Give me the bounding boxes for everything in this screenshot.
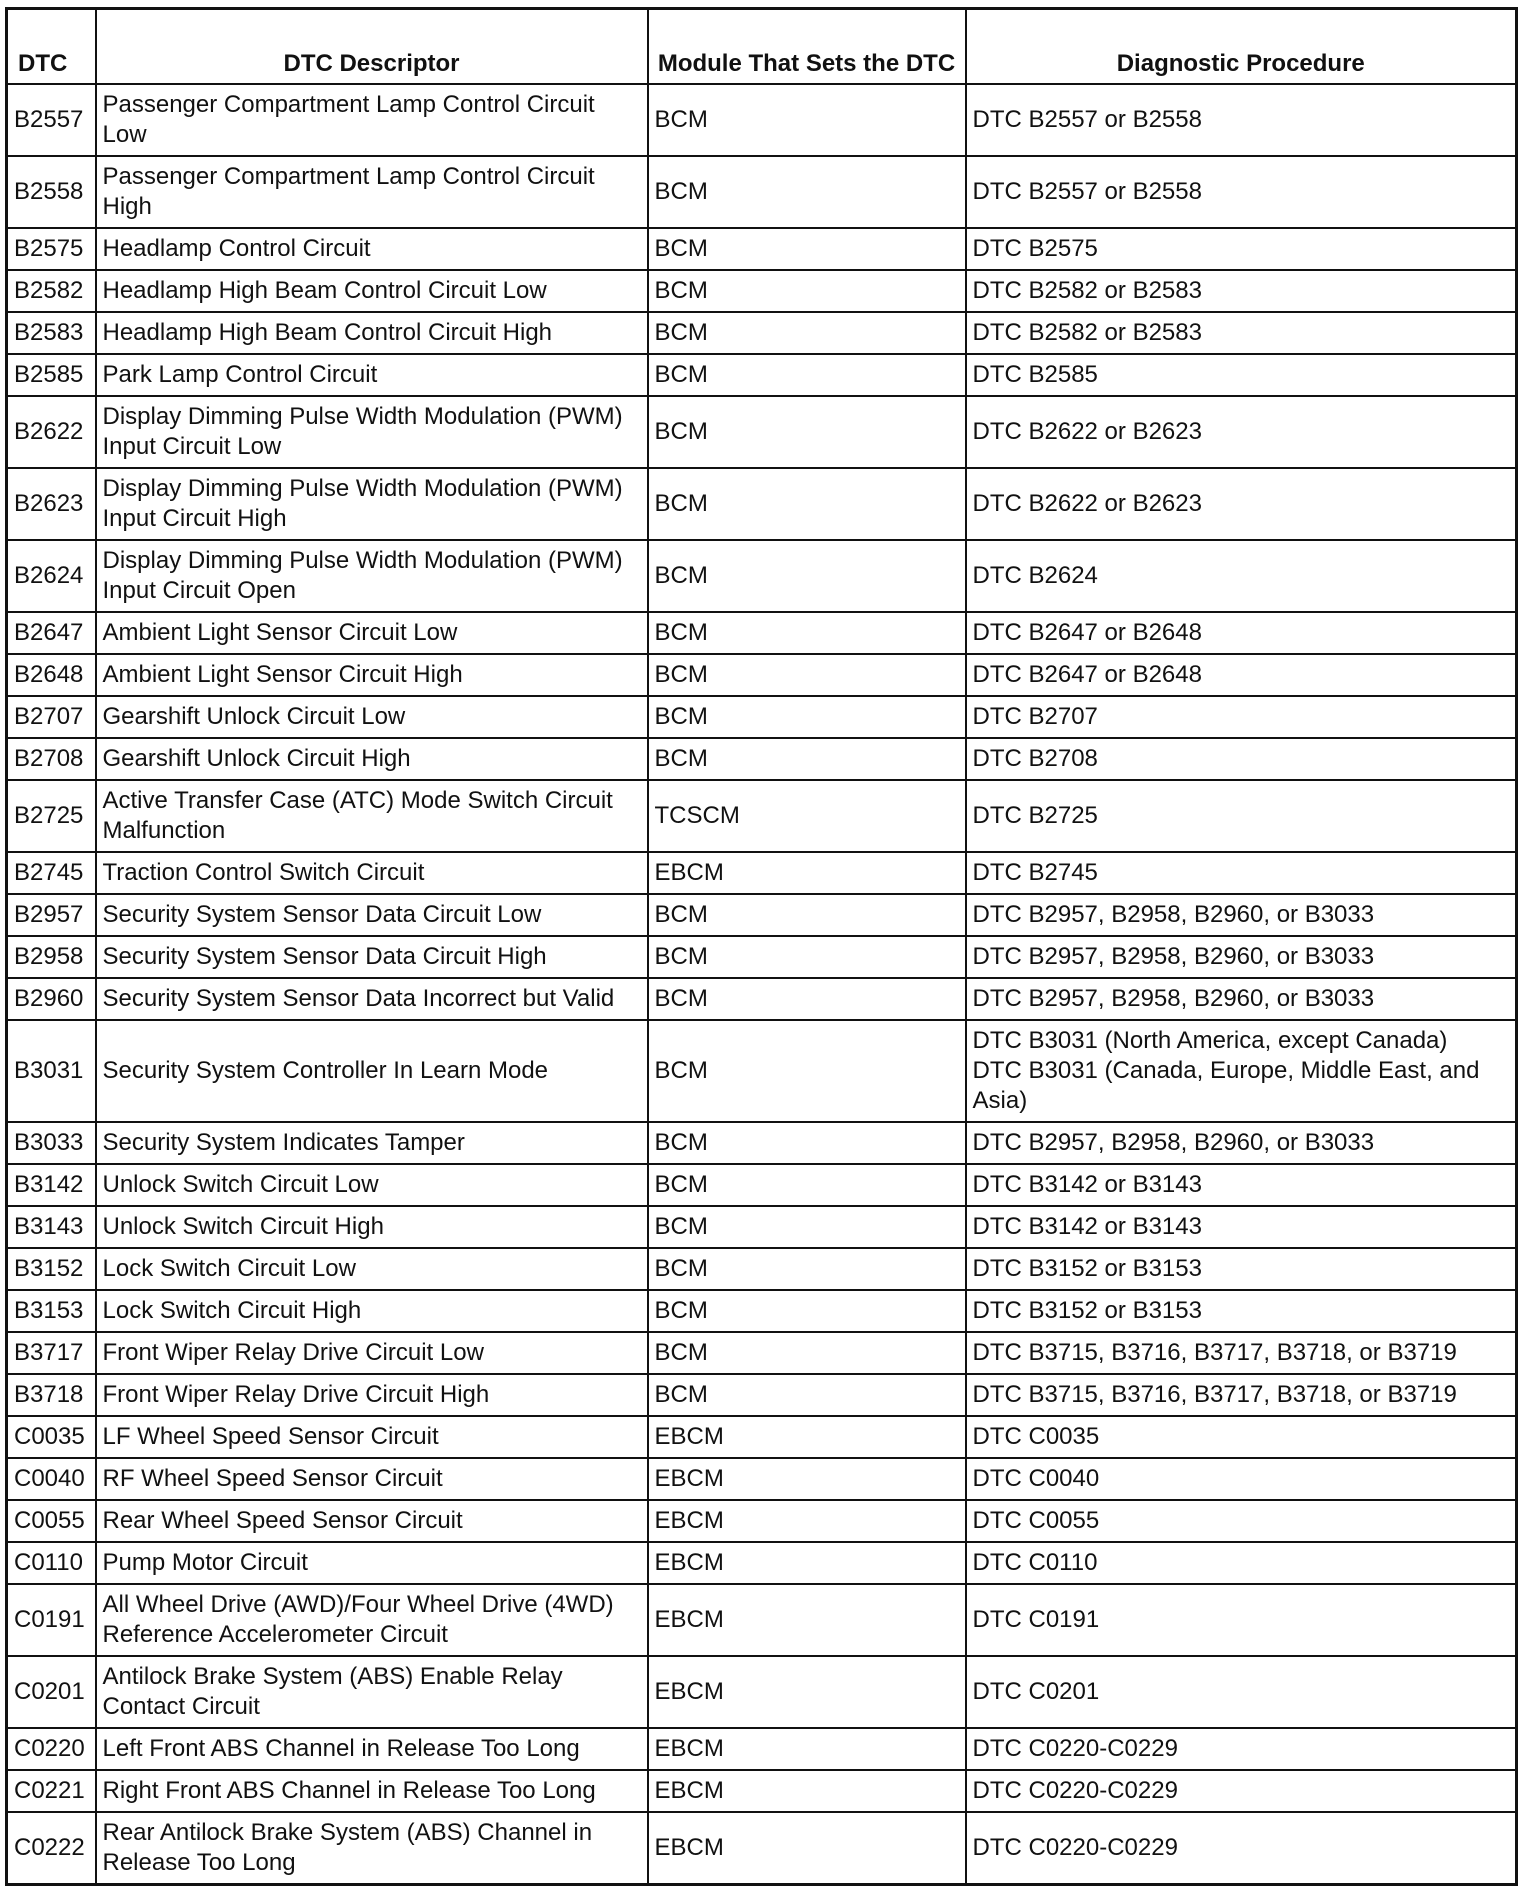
cell-module: BCM [648, 156, 966, 228]
cell-dtc: C0040 [7, 1458, 96, 1500]
cell-module: BCM [648, 1290, 966, 1332]
cell-procedure: DTC B2585 [966, 354, 1517, 396]
table-row [7, 354, 1517, 396]
cell-procedure: DTC B3142 or B3143 [966, 1206, 1517, 1248]
cell-procedure: DTC B2708 [966, 738, 1517, 780]
cell-procedure: DTC B3715, B3716, B3717, B3718, or B3719 [966, 1332, 1517, 1374]
document-page [5, 7, 1515, 1886]
table-row [7, 978, 1517, 1020]
cell-module: TCSCM [648, 780, 966, 852]
cell-descriptor: Display Dimming Pulse Width Modulation (PWM) Input Circuit High [96, 468, 648, 540]
cell-descriptor: Gearshift Unlock Circuit High [96, 738, 648, 780]
cell-descriptor: Antilock Brake System (ABS) Enable Relay Contact Circuit [96, 1656, 648, 1728]
cell-module: BCM [648, 612, 966, 654]
table-row [7, 696, 1517, 738]
table-row [7, 468, 1517, 540]
cell-procedure: DTC C0201 [966, 1656, 1517, 1728]
cell-descriptor: Front Wiper Relay Drive Circuit High [96, 1374, 648, 1416]
cell-dtc: C0201 [7, 1656, 96, 1728]
cell-module: BCM [648, 978, 966, 1020]
cell-dtc: B2957 [7, 894, 96, 936]
cell-module: BCM [648, 396, 966, 468]
cell-procedure: DTC B2582 or B2583 [966, 312, 1517, 354]
cell-module: BCM [648, 354, 966, 396]
cell-descriptor: Park Lamp Control Circuit [96, 354, 648, 396]
cell-module: BCM [648, 1332, 966, 1374]
cell-dtc: B2647 [7, 612, 96, 654]
table-header-row [7, 9, 1517, 85]
table-row [7, 1374, 1517, 1416]
procedure-line: DTC B3031 (North America, except Canada) [972, 1027, 1448, 1054]
table-row [7, 1656, 1517, 1728]
table-row [7, 1164, 1517, 1206]
cell-descriptor: All Wheel Drive (AWD)/Four Wheel Drive (4WD) Reference Accelerometer Circuit [96, 1584, 648, 1656]
cell-procedure: DTC B3142 or B3143 [966, 1164, 1517, 1206]
dtc-table [5, 7, 1518, 1886]
cell-dtc: C0220 [7, 1728, 96, 1770]
cell-procedure: DTC B2582 or B2583 [966, 270, 1517, 312]
cell-dtc: C0191 [7, 1584, 96, 1656]
cell-descriptor: Rear Wheel Speed Sensor Circuit [96, 1500, 648, 1542]
table-row [7, 612, 1517, 654]
cell-dtc: B2622 [7, 396, 96, 468]
cell-module: EBCM [648, 1416, 966, 1458]
table-row [7, 1332, 1517, 1374]
cell-procedure: DTC B2957, B2958, B2960, or B3033 [966, 978, 1517, 1020]
cell-descriptor: Left Front ABS Channel in Release Too Long [96, 1728, 648, 1770]
table-row [7, 540, 1517, 612]
table-row [7, 1290, 1517, 1332]
table-row [7, 936, 1517, 978]
cell-procedure: DTC B2557 or B2558 [966, 156, 1517, 228]
cell-procedure: DTC C0220-C0229 [966, 1728, 1517, 1770]
cell-procedure: DTC B2575 [966, 228, 1517, 270]
table-row [7, 1122, 1517, 1164]
cell-descriptor: Lock Switch Circuit High [96, 1290, 648, 1332]
table-row [7, 738, 1517, 780]
cell-dtc: C0055 [7, 1500, 96, 1542]
cell-procedure: DTC C0220-C0229 [966, 1770, 1517, 1812]
cell-dtc: B2575 [7, 228, 96, 270]
cell-module: BCM [648, 312, 966, 354]
cell-module: BCM [648, 468, 966, 540]
header-dtc: DTC [7, 9, 96, 85]
cell-module: BCM [648, 894, 966, 936]
cell-dtc: B2558 [7, 156, 96, 228]
cell-procedure: DTC B3152 or B3153 [966, 1290, 1517, 1332]
cell-descriptor: Right Front ABS Channel in Release Too Long [96, 1770, 648, 1812]
cell-dtc: B3033 [7, 1122, 96, 1164]
cell-dtc: C0110 [7, 1542, 96, 1584]
cell-dtc: B2585 [7, 354, 96, 396]
cell-module: EBCM [648, 1458, 966, 1500]
cell-dtc: B2582 [7, 270, 96, 312]
table-row [7, 1500, 1517, 1542]
cell-descriptor: Pump Motor Circuit [96, 1542, 648, 1584]
cell-module: EBCM [648, 1542, 966, 1584]
cell-dtc: B3717 [7, 1332, 96, 1374]
procedure-line: DTC B3031 (Canada, Europe, Middle East, and Asia) [972, 1057, 1480, 1114]
cell-procedure: DTC B2707 [966, 696, 1517, 738]
table-row [7, 852, 1517, 894]
table-row [7, 228, 1517, 270]
cell-dtc: C0222 [7, 1812, 96, 1884]
cell-module: BCM [648, 1206, 966, 1248]
table-row [7, 270, 1517, 312]
cell-procedure: DTC B2725 [966, 780, 1517, 852]
cell-descriptor: Ambient Light Sensor Circuit High [96, 654, 648, 696]
table-row [7, 780, 1517, 852]
cell-dtc: B3143 [7, 1206, 96, 1248]
cell-descriptor: LF Wheel Speed Sensor Circuit [96, 1416, 648, 1458]
cell-descriptor: Security System Sensor Data Circuit Low [96, 894, 648, 936]
cell-descriptor: Security System Indicates Tamper [96, 1122, 648, 1164]
cell-descriptor: Security System Controller In Learn Mode [96, 1020, 648, 1122]
cell-module: BCM [648, 1020, 966, 1122]
cell-module: EBCM [648, 1812, 966, 1884]
table-row [7, 156, 1517, 228]
cell-dtc: B3031 [7, 1020, 96, 1122]
cell-descriptor: Active Transfer Case (ATC) Mode Switch Circuit Malfunction [96, 780, 648, 852]
cell-descriptor: Passenger Compartment Lamp Control Circuit High [96, 156, 648, 228]
cell-module: BCM [648, 1248, 966, 1290]
cell-module: EBCM [648, 1728, 966, 1770]
cell-dtc: C0035 [7, 1416, 96, 1458]
table-row [7, 1206, 1517, 1248]
cell-descriptor: Passenger Compartment Lamp Control Circuit Low [96, 84, 648, 156]
cell-descriptor: Traction Control Switch Circuit [96, 852, 648, 894]
cell-dtc: B3142 [7, 1164, 96, 1206]
table-row [7, 84, 1517, 156]
table-row [7, 1416, 1517, 1458]
cell-module: EBCM [648, 1656, 966, 1728]
cell-procedure: DTC B2647 or B2648 [966, 612, 1517, 654]
table-row [7, 1542, 1517, 1584]
header-descriptor: DTC Descriptor [96, 9, 648, 85]
cell-procedure: DTC C0035 [966, 1416, 1517, 1458]
cell-descriptor: Ambient Light Sensor Circuit Low [96, 612, 648, 654]
cell-module: BCM [648, 270, 966, 312]
cell-module: BCM [648, 1122, 966, 1164]
cell-descriptor: RF Wheel Speed Sensor Circuit [96, 1458, 648, 1500]
cell-module: BCM [648, 540, 966, 612]
cell-module: BCM [648, 936, 966, 978]
header-module: Module That Sets the DTC [648, 9, 966, 85]
cell-descriptor: Front Wiper Relay Drive Circuit Low [96, 1332, 648, 1374]
cell-procedure: DTC B2557 or B2558 [966, 84, 1517, 156]
table-row [7, 1458, 1517, 1500]
cell-procedure: DTC B2647 or B2648 [966, 654, 1517, 696]
cell-descriptor: Headlamp Control Circuit [96, 228, 648, 270]
cell-dtc: B2745 [7, 852, 96, 894]
table-row [7, 1770, 1517, 1812]
cell-procedure: DTC C0040 [966, 1458, 1517, 1500]
cell-descriptor: Security System Sensor Data Incorrect but Valid [96, 978, 648, 1020]
cell-module: BCM [648, 1374, 966, 1416]
cell-descriptor: Headlamp High Beam Control Circuit High [96, 312, 648, 354]
cell-descriptor: Display Dimming Pulse Width Modulation (PWM) Input Circuit Low [96, 396, 648, 468]
table-row [7, 312, 1517, 354]
cell-module: EBCM [648, 1770, 966, 1812]
header-procedure: Diagnostic Procedure [966, 9, 1517, 85]
cell-descriptor: Lock Switch Circuit Low [96, 1248, 648, 1290]
cell-descriptor: Security System Sensor Data Circuit High [96, 936, 648, 978]
cell-dtc: B2583 [7, 312, 96, 354]
cell-descriptor: Display Dimming Pulse Width Modulation (PWM) Input Circuit Open [96, 540, 648, 612]
cell-module: EBCM [648, 1584, 966, 1656]
cell-dtc: B2708 [7, 738, 96, 780]
cell-dtc: B2725 [7, 780, 96, 852]
cell-procedure: DTC B3152 or B3153 [966, 1248, 1517, 1290]
cell-procedure: DTC B2745 [966, 852, 1517, 894]
cell-descriptor: Rear Antilock Brake System (ABS) Channel in Release Too Long [96, 1812, 648, 1884]
cell-procedure: DTC C0220-C0229 [966, 1812, 1517, 1884]
cell-module: BCM [648, 228, 966, 270]
cell-procedure: DTC C0055 [966, 1500, 1517, 1542]
table-row [7, 1248, 1517, 1290]
cell-dtc: B3152 [7, 1248, 96, 1290]
cell-procedure: DTC B2622 or B2623 [966, 396, 1517, 468]
cell-descriptor: Unlock Switch Circuit High [96, 1206, 648, 1248]
cell-dtc: B2958 [7, 936, 96, 978]
cell-dtc: B2557 [7, 84, 96, 156]
cell-module: BCM [648, 654, 966, 696]
cell-procedure: DTC B2622 or B2623 [966, 468, 1517, 540]
cell-procedure [966, 1020, 1517, 1122]
table-row [7, 1020, 1517, 1122]
table-row [7, 894, 1517, 936]
cell-procedure: DTC B2957, B2958, B2960, or B3033 [966, 936, 1517, 978]
cell-dtc: B3153 [7, 1290, 96, 1332]
table-row [7, 1584, 1517, 1656]
cell-module: BCM [648, 1164, 966, 1206]
table-row [7, 654, 1517, 696]
table-row [7, 1812, 1517, 1884]
cell-descriptor: Gearshift Unlock Circuit Low [96, 696, 648, 738]
cell-dtc: B2960 [7, 978, 96, 1020]
cell-module: EBCM [648, 852, 966, 894]
cell-descriptor: Headlamp High Beam Control Circuit Low [96, 270, 648, 312]
cell-procedure: DTC C0191 [966, 1584, 1517, 1656]
cell-dtc: B3718 [7, 1374, 96, 1416]
cell-dtc: B2648 [7, 654, 96, 696]
cell-module: BCM [648, 696, 966, 738]
cell-procedure: DTC B2624 [966, 540, 1517, 612]
cell-procedure: DTC B3715, B3716, B3717, B3718, or B3719 [966, 1374, 1517, 1416]
cell-dtc: B2623 [7, 468, 96, 540]
cell-module: EBCM [648, 1500, 966, 1542]
table-row [7, 396, 1517, 468]
cell-procedure: DTC B2957, B2958, B2960, or B3033 [966, 894, 1517, 936]
cell-dtc: C0221 [7, 1770, 96, 1812]
cell-procedure: DTC C0110 [966, 1542, 1517, 1584]
cell-dtc: B2624 [7, 540, 96, 612]
table-row [7, 1728, 1517, 1770]
cell-dtc: B2707 [7, 696, 96, 738]
cell-module: BCM [648, 738, 966, 780]
cell-procedure: DTC B2957, B2958, B2960, or B3033 [966, 1122, 1517, 1164]
cell-module: BCM [648, 84, 966, 156]
cell-descriptor: Unlock Switch Circuit Low [96, 1164, 648, 1206]
